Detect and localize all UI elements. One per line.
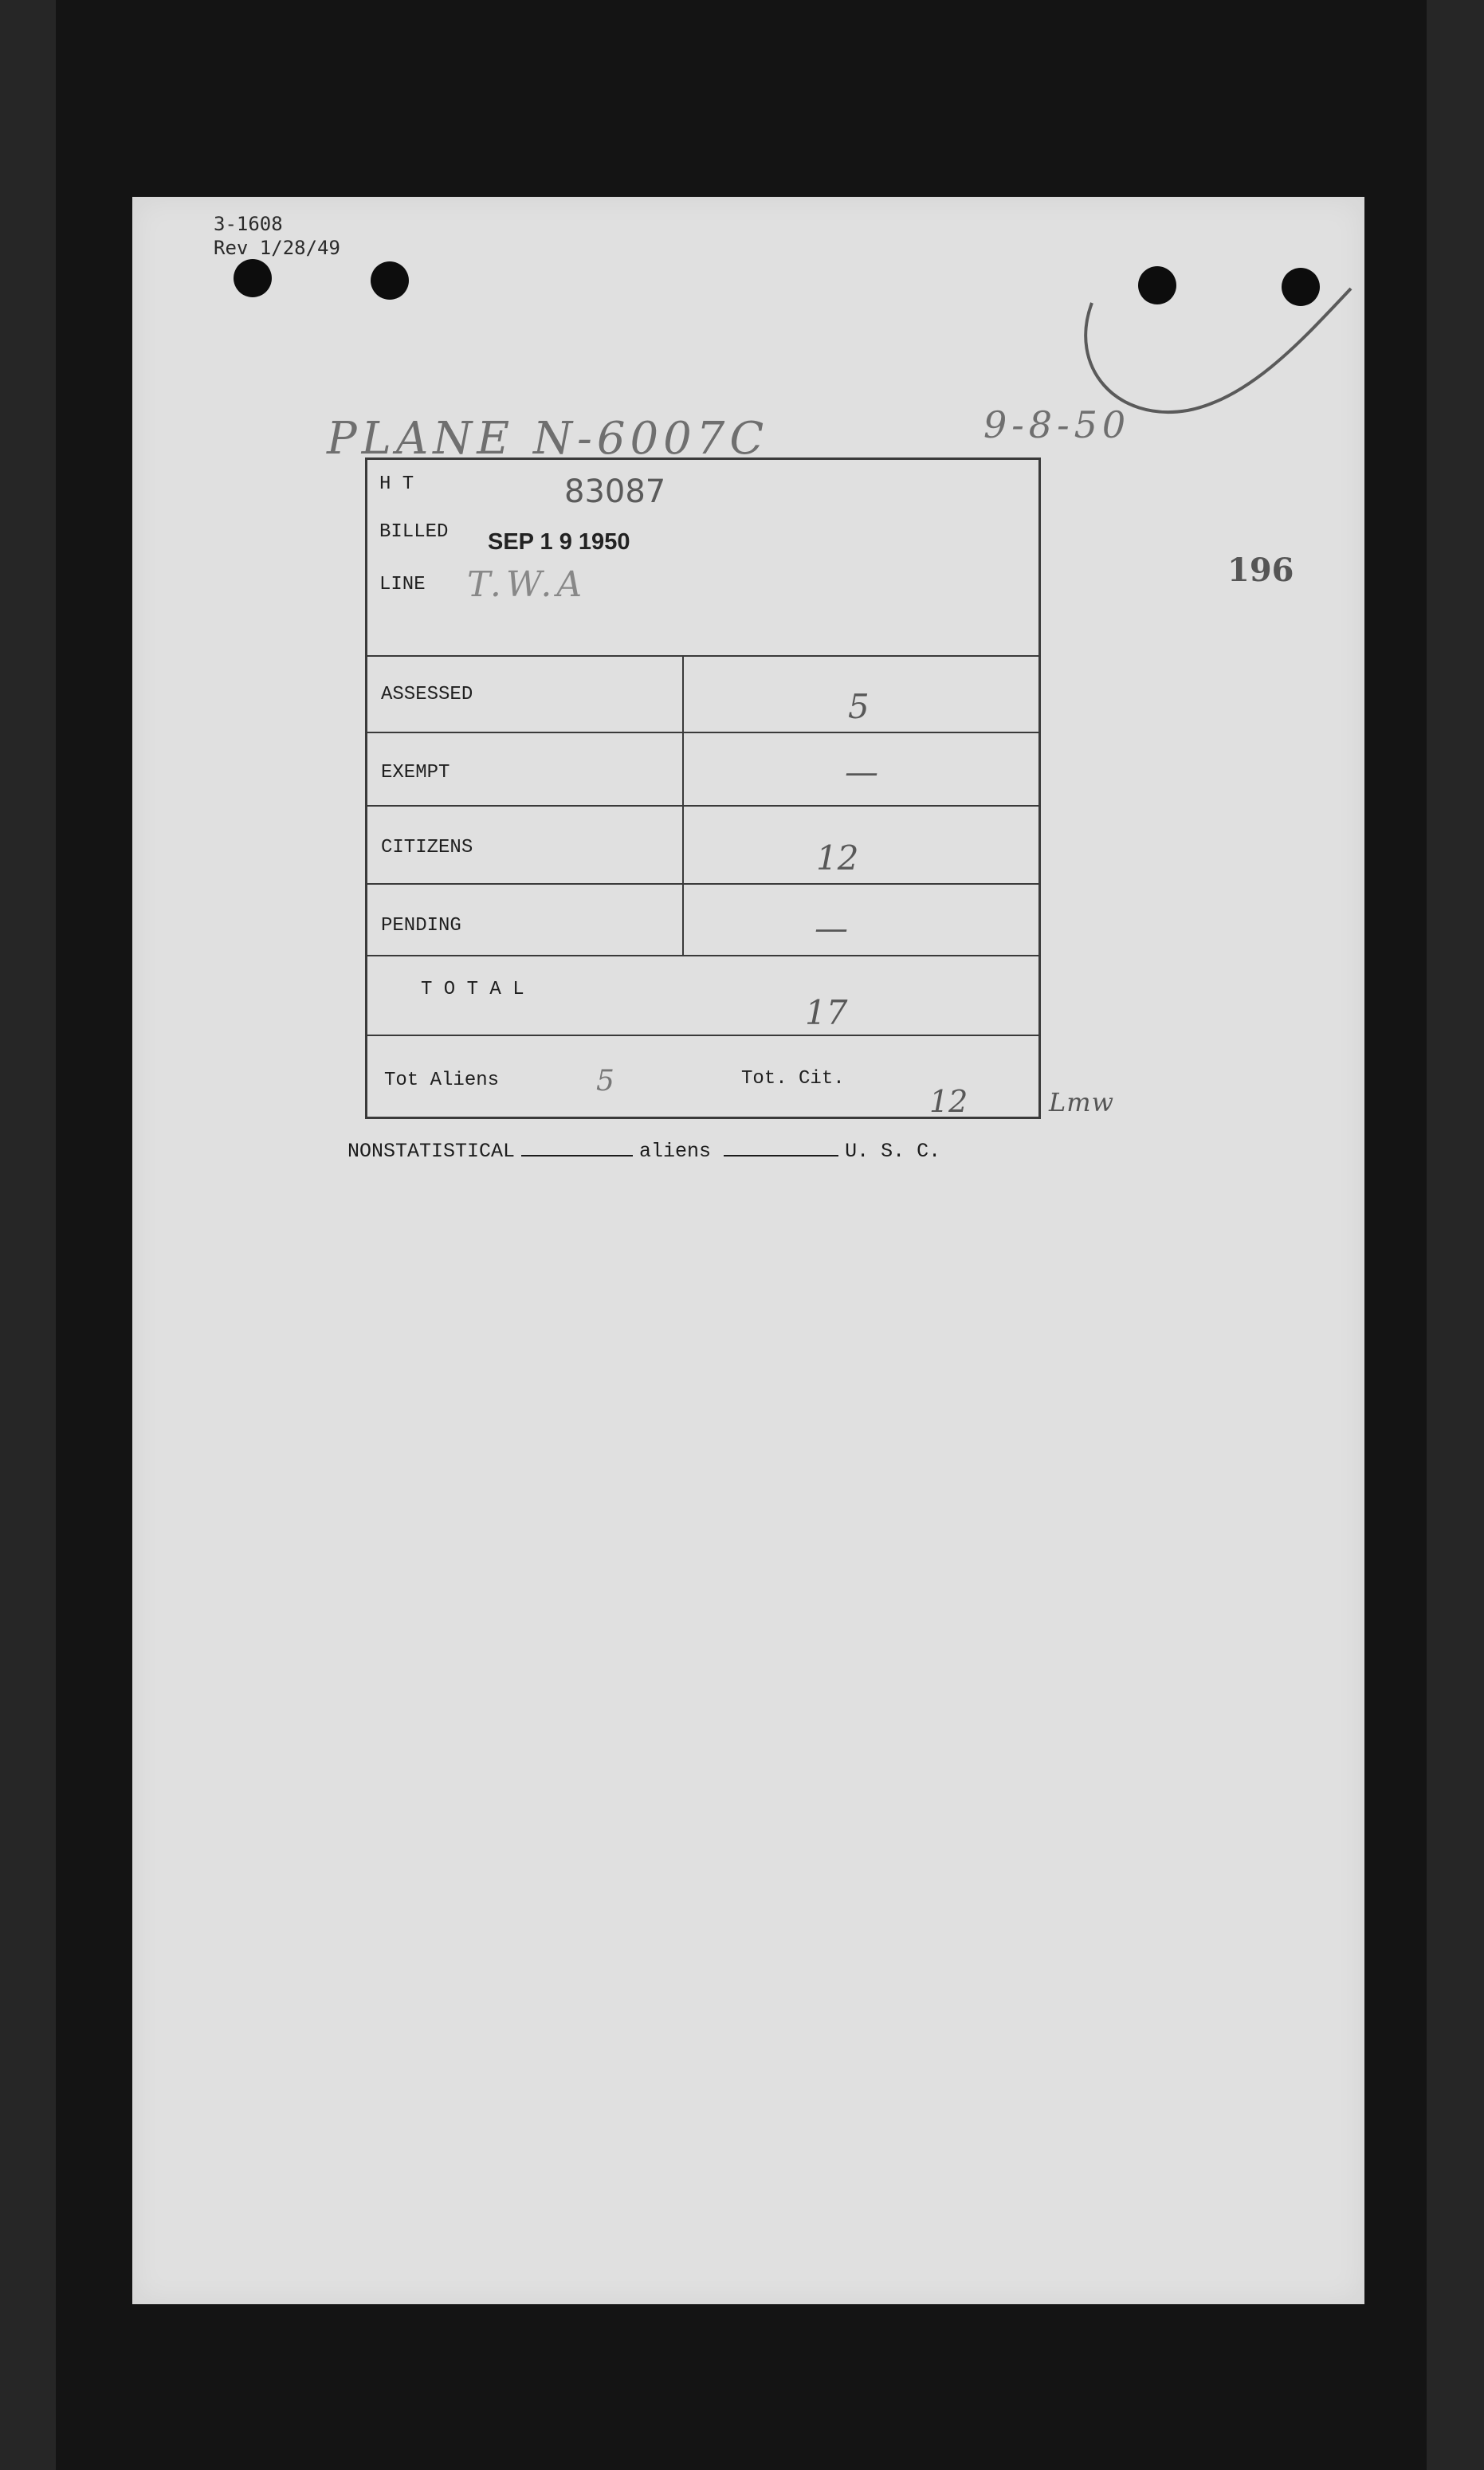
line-label: LINE (379, 574, 426, 595)
handwritten-date: 9-8-50 (983, 403, 1131, 446)
row-divider (365, 955, 1041, 956)
row-assessed-label: ASSESSED (381, 684, 473, 705)
scan-background-right (1427, 0, 1484, 2470)
billed-date-stamp: SEP 1 9 1950 (488, 529, 630, 555)
total-value: 17 (805, 993, 848, 1032)
ht-label: H T (379, 473, 414, 495)
column-divider (682, 655, 684, 955)
row-divider (365, 805, 1041, 807)
row-pending-value: — (815, 909, 848, 948)
row-exempt-value: — (845, 752, 878, 791)
page-number: 196 (1227, 552, 1294, 589)
punch-hole (371, 261, 409, 300)
tot-aliens-label: Tot Aliens (384, 1070, 500, 1091)
row-divider (365, 732, 1041, 733)
row-exempt-label: EXEMPT (381, 762, 450, 783)
aliens-label: aliens (639, 1140, 712, 1163)
handwritten-plane-number: PLANE N-6007C (327, 413, 769, 465)
ht-number: 83087 (564, 473, 666, 510)
punch-hole (234, 259, 272, 297)
usc-label: U. S. C. (845, 1140, 941, 1163)
row-assessed-value: 5 (848, 687, 870, 726)
row-divider (365, 883, 1041, 885)
form-revision: Rev 1/28/49 (214, 237, 340, 259)
tot-aliens-value: 5 (596, 1065, 614, 1098)
row-citizens-value: 12 (816, 838, 859, 878)
scan-background-left (0, 0, 56, 2470)
row-pending-label: PENDING (381, 915, 461, 937)
row-citizens-label: CITIZENS (381, 837, 473, 858)
tot-cit-label: Tot. Cit. (741, 1068, 845, 1090)
nonstatistical-usc-blank (724, 1154, 838, 1156)
nonstatistical-aliens-blank (521, 1154, 633, 1156)
manifest-form-box (365, 457, 1041, 1119)
tot-cit-value: 12 (929, 1084, 968, 1119)
handwritten-line-value: T.W.A (467, 564, 587, 605)
billed-label: BILLED (379, 521, 449, 543)
nonstatistical-label: NONSTATISTICAL (347, 1140, 516, 1163)
total-label: T O T A L (421, 979, 524, 1000)
handwritten-initials: Lmw (1049, 1087, 1114, 1117)
header-divider (365, 655, 1041, 657)
nonstatistical-line (347, 1140, 940, 1163)
total-divider (365, 1035, 1041, 1036)
form-id (214, 212, 340, 260)
form-number: 3-1608 (214, 213, 283, 235)
